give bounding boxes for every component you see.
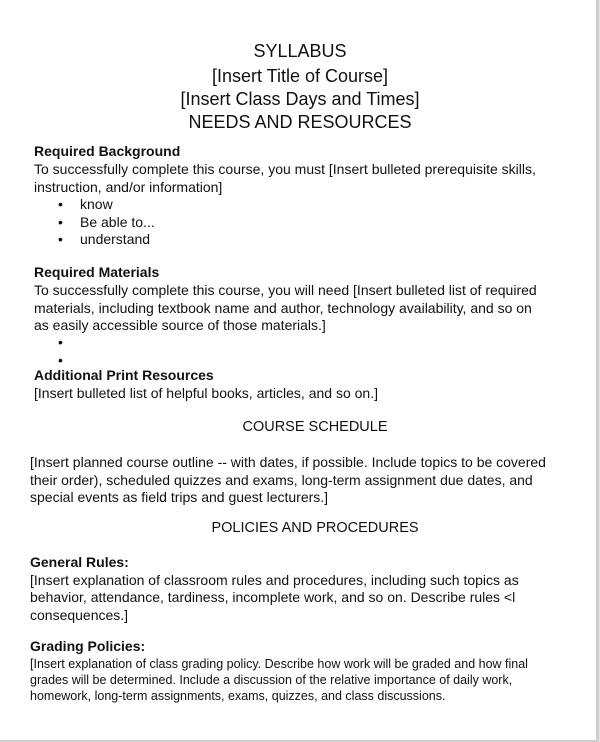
background-line-1: To successfully complete this course, you must [Insert bulleted prerequisite skills,	[34, 161, 536, 177]
background-line-2: instruction, and/or information]	[34, 178, 223, 195]
print-resources-line: [Insert bulleted list of helpful books, articles, and so on.]	[34, 385, 378, 401]
general-line-2: behavior, attendance, tardiness, incomplete work, and so on. Describe rules <l	[30, 589, 516, 605]
grading-policies-heading: Grading Policies:	[30, 638, 146, 654]
class-days: [Insert Class Days and Times]	[180, 89, 420, 109]
general-rules-heading: General Rules:	[30, 554, 129, 570]
list-item: • know	[58, 196, 155, 214]
grading-line-2: grades will be determined. Include a discussion of the relative importance of daily work,	[30, 673, 513, 687]
schedule-line-1: [Insert planned course outline -- with dates, if possible. Include topics to be covered	[30, 454, 546, 470]
list-item	[58, 334, 80, 352]
background-bullet-list	[58, 196, 155, 249]
general-line-3: consequences.]	[30, 606, 129, 623]
course-schedule-heading: COURSE SCHEDULE	[242, 419, 388, 435]
print-resources-heading: Additional Print Resources	[34, 367, 214, 383]
policies-heading: POLICIES AND PROCEDURES	[211, 520, 419, 536]
syllabus-title: SYLLABUS	[253, 41, 347, 61]
schedule-line-2: their order), scheduled quizzes and exams, long-term assignment due dates, and	[30, 471, 533, 488]
schedule-line-3: special events as field trips and guest lecturers.]	[30, 489, 329, 505]
materials-line-3: as easily accessible source of those materials.]	[34, 317, 326, 333]
general-line-1: [Insert explanation of classroom rules and procedures, including such topics as	[30, 571, 519, 588]
course-title: [Insert Title of Course]	[211, 66, 389, 86]
grading-line-1: [Insert explanation of class grading policy. Describe how work will be graded and how final	[30, 657, 528, 671]
required-materials-heading: Required Materials	[34, 264, 160, 280]
needs-resources-title: NEEDS AND RESOURCES	[188, 112, 412, 132]
materials-line-2: materials, including textbook name and author, technology availability, and so on	[34, 299, 532, 316]
materials-bullet-list	[58, 334, 80, 369]
required-background-heading: Required Background	[34, 143, 181, 159]
list-item: • Be able to...	[58, 214, 155, 232]
list-item: • understand	[58, 231, 155, 249]
grading-line-3: homework, long-term assignments, exams, quizzes, and class discussions.	[30, 689, 446, 703]
materials-line-1: To successfully complete this course, you will need [Insert bulleted list of required	[34, 282, 537, 298]
